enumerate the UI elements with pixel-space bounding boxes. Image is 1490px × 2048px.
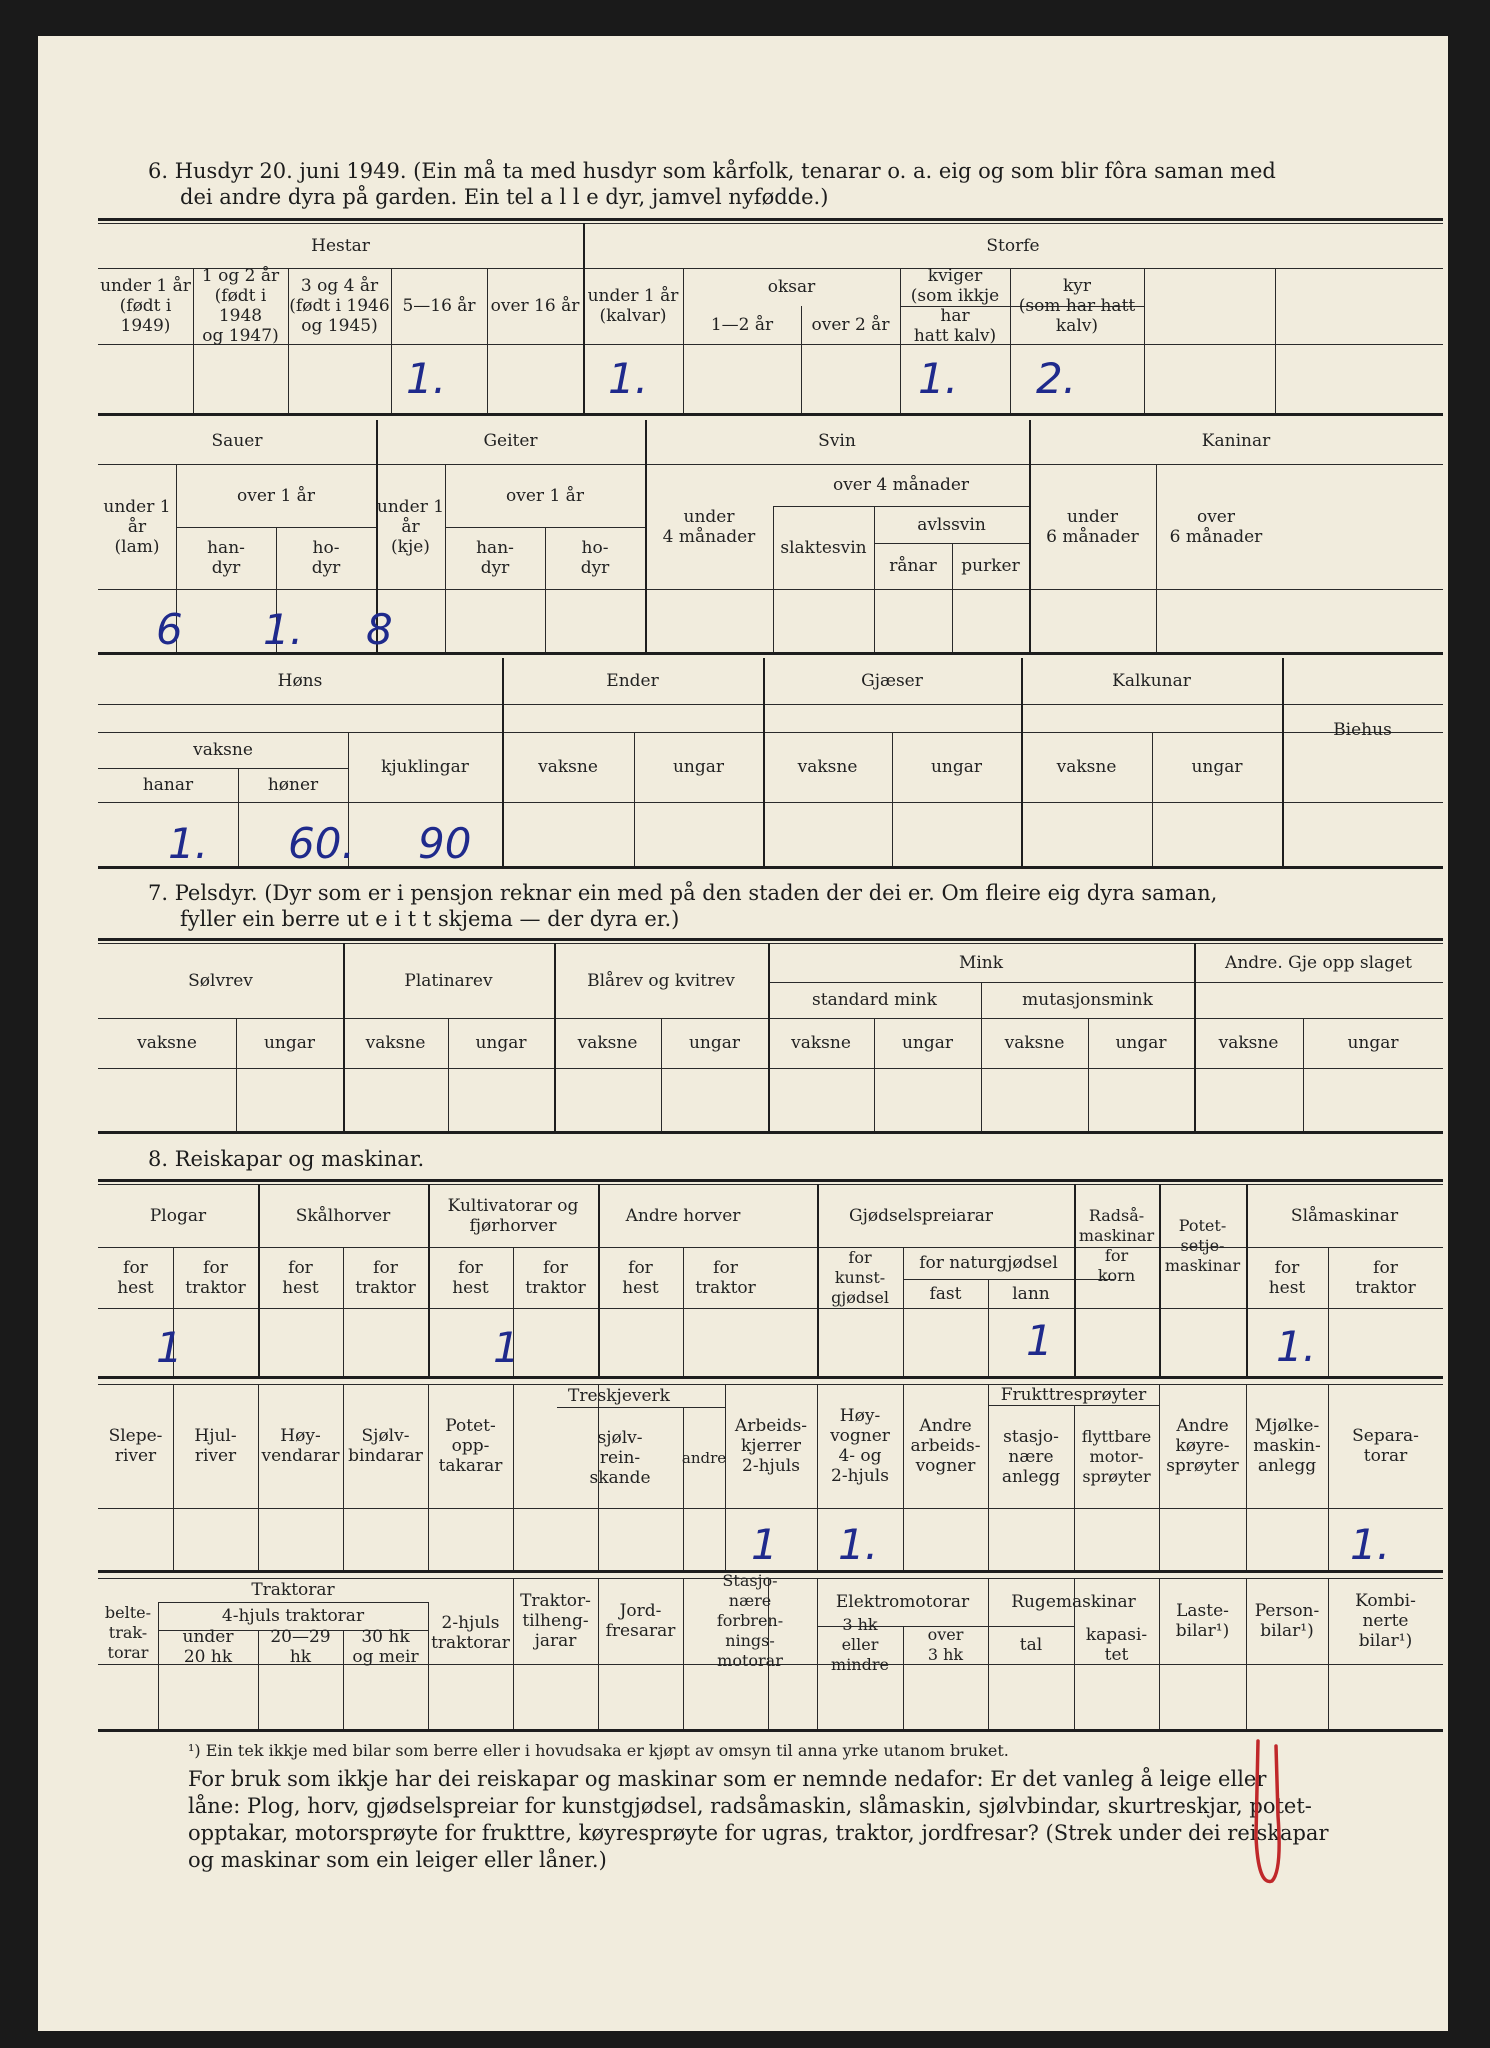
footnote: ¹) Ein tek ikkje med bilar som berre eller i hovudsaka er kjøpt av omsyn til anna yrke utanom bruket. xyxy=(188,1741,1009,1760)
rugemaskinar-tal: tal xyxy=(1019,1635,1043,1655)
traktor-under20hk: under 20 hk xyxy=(182,1627,234,1667)
section7-heading-line2: fyller ein berre ut e i t t skjema — der dyra er.) xyxy=(180,907,680,931)
kalkunar-ungar: ungar xyxy=(1191,757,1243,777)
hestar-col-5-16: 5—16 år xyxy=(402,296,476,316)
hjulriver-header: Hjul- river xyxy=(194,1426,237,1466)
personbilar-header: Person- bilar¹) xyxy=(1254,1601,1320,1641)
value-hanar: 1. xyxy=(168,819,209,868)
skalhorver-for-traktor: for traktor xyxy=(355,1257,416,1298)
value-hestar-5-16: 1. xyxy=(406,354,447,403)
sleperiver-header: Slepe- river xyxy=(108,1426,163,1466)
frukttresproyter-header: Frukttresprøyter xyxy=(1000,1385,1147,1405)
value-kyr: 2. xyxy=(1036,354,1077,403)
value-separatorar: 1. xyxy=(1350,1520,1391,1569)
geiter-hodyr: ho- dyr xyxy=(580,538,610,578)
kombinerte-bilar-header: Kombi- nerte bilar¹) xyxy=(1355,1591,1416,1651)
value-kalvar: 1. xyxy=(608,354,649,403)
hons-header: Høns xyxy=(277,671,323,691)
traktorar-header: Traktorar xyxy=(251,1580,335,1600)
storfe-col-oksar: oksar xyxy=(767,277,816,297)
lastebilar-header: Laste- bilar¹) xyxy=(1175,1601,1230,1641)
gjaeser-vaksne: vaksne xyxy=(797,757,858,777)
andre-horver-header: Andre horver xyxy=(625,1205,741,1226)
platinarev-vaksne: vaksne xyxy=(365,1033,426,1053)
value-kviger: 1. xyxy=(918,354,959,403)
svin-under4: under 4 månader xyxy=(662,506,756,547)
skalhorver-for-hest: for hest xyxy=(282,1257,319,1298)
tohjuls-traktorar-header: 2-hjuls traktorar xyxy=(431,1613,510,1653)
traktor-20-29hk: 20—29 hk xyxy=(270,1627,331,1667)
separatorar-header: Separa- torar xyxy=(1352,1426,1419,1466)
standard-mink-vaksne: vaksne xyxy=(791,1033,851,1053)
sauer-header: Sauer xyxy=(211,431,263,451)
ender-vaksne: vaksne xyxy=(538,757,598,777)
elektromotorar-header: Elektromotorar xyxy=(835,1592,970,1612)
gjodsel-lann: lann xyxy=(1012,1283,1050,1304)
rugemaskinar-kapasitet: kapasi- tet xyxy=(1085,1625,1148,1665)
value-slamaskin-for-hest: 1. xyxy=(1276,1322,1317,1371)
kultivatorar-header: Kultivatorar og fjørhorver xyxy=(447,1195,579,1236)
treskjeverk-sjolvreinskande: sjølv- rein- skande xyxy=(589,1427,651,1488)
mjolkemaskin-header: Mjølke- maskin- anlegg xyxy=(1253,1416,1321,1476)
final-para-line4: og maskinar som ein leiger eller låner.) xyxy=(188,1848,607,1872)
svin-avlssvin: avlssvin xyxy=(917,514,986,535)
traktortilhengjarar-header: Traktor- tilheng- jarar xyxy=(520,1591,591,1651)
value-sauer-hodyr: 8 xyxy=(366,605,393,654)
kaninar-under6: under 6 månader xyxy=(1046,506,1139,547)
andre-ungar: ungar xyxy=(1347,1033,1399,1053)
kultivatorar-for-traktor: for traktor xyxy=(525,1257,586,1298)
hons-honer: høner xyxy=(267,775,319,795)
mutasjonsmink-vaksne: vaksne xyxy=(1004,1033,1065,1053)
hoyvendarar-header: Høy- vendarar xyxy=(261,1426,340,1466)
red-pencil-mark xyxy=(1248,1736,1288,1906)
jordfresarar-header: Jord- fresarar xyxy=(605,1601,676,1641)
gjaeser-header: Gjæser xyxy=(861,671,923,691)
slamaskinar-for-traktor: for traktor xyxy=(1355,1257,1416,1298)
platinarev-ungar: ungar xyxy=(475,1033,527,1053)
stasjonaere-motorar-header: Stasjo- nære forbren- nings- motorar xyxy=(716,1571,784,1670)
gjaeser-ungar: ungar xyxy=(930,757,983,777)
andre-arbeidsvogner-header: Andre arbeids- vogner xyxy=(910,1416,981,1476)
sauer-under1: under 1 år (lam) xyxy=(103,496,171,557)
mutasjonsmink-ungar: ungar xyxy=(1115,1033,1167,1053)
plogar-header: Plogar xyxy=(149,1205,207,1226)
gjodsel-for-naturgjodsel: for naturgjødsel xyxy=(919,1253,1058,1273)
plogar-for-traktor: for traktor xyxy=(185,1257,246,1298)
final-para-line3: opptakar, motorsprøyte for frukttre, køyresprøyte for ugras, traktor, jordfresar? (Strek under dei reiskapar xyxy=(188,1821,1329,1845)
geiter-header: Geiter xyxy=(483,431,538,451)
census-form-page xyxy=(38,36,1448,2031)
mutasjonsmink: mutasjonsmink xyxy=(1022,990,1153,1010)
standard-mink: standard mink xyxy=(812,990,937,1010)
frukttre-stasjonaere: stasjo- nære anlegg xyxy=(1001,1426,1061,1487)
beltetraktorar-header: belte- trak- torar xyxy=(104,1603,152,1662)
solvrev-header: Sølvrev xyxy=(188,970,253,991)
value-arbeidskjerrer: 1 xyxy=(751,1520,778,1569)
andre-pelsdyr-header: Andre. Gje opp slaget xyxy=(1225,952,1412,973)
ender-header: Ender xyxy=(606,671,659,691)
hons-vaksne: vaksne xyxy=(193,740,253,760)
blarev-vaksne: vaksne xyxy=(577,1033,638,1053)
svin-over4: over 4 månader xyxy=(832,475,970,495)
section6-heading-line1: 6. Husdyr 20. juni 1949. (Ein må ta med husdyr som kårfolk, tenarar o. a. eig og som blir fôra saman med xyxy=(148,159,1276,183)
elektromotor-over3hk: over 3 hk xyxy=(927,1625,964,1664)
storfe-col-kalvar: under 1 år (kalvar) xyxy=(587,286,679,326)
arbeidskjerrer-header: Arbeids- kjerrer 2-hjuls xyxy=(734,1416,808,1476)
kaninar-over6: over 6 månader xyxy=(1169,506,1263,547)
solvrev-ungar: ungar xyxy=(263,1033,316,1053)
skalhorver-header: Skålhorver xyxy=(295,1205,391,1226)
hestar-col-3-4: 3 og 4 år (født i 1946 og 1945) xyxy=(289,276,390,336)
kaninar-header: Kaninar xyxy=(1201,431,1271,451)
sauer-hodyr: ho- dyr xyxy=(311,538,341,578)
hons-hanar: hanar xyxy=(142,775,194,795)
radsamaskinar-header: Radså- maskinar for korn xyxy=(1078,1206,1155,1285)
oksar-over2: over 2 år xyxy=(811,315,890,335)
value-honer: 60. xyxy=(288,819,355,868)
value-gjodsel-lann: 1 xyxy=(1026,1316,1053,1365)
storfe-col-kyr: kyr (som har hatt kalv) xyxy=(1018,276,1136,336)
oksar-1-2: 1—2 år xyxy=(710,315,774,335)
platinarev-header: Platinarev xyxy=(404,970,493,991)
solvrev-vaksne: vaksne xyxy=(137,1033,197,1053)
final-para-line2: låne: Plog, horv, gjødselspreiar for kunstgjødsel, radsåmaskin, slåmaskin, sjølvbindar, skurtreskjar, potet- xyxy=(188,1794,1312,1818)
kalkunar-vaksne: vaksne xyxy=(1056,757,1117,777)
andre-horver-for-traktor: for traktor xyxy=(695,1257,756,1298)
gjodsel-fast: fast xyxy=(929,1283,962,1304)
treskjeverk-header: Treskjeverk xyxy=(568,1386,670,1406)
value-lam: 6 xyxy=(156,605,183,654)
frukttre-flyttbare: flyttbare motor- sprøyter xyxy=(1081,1426,1152,1486)
gjodselspreiarar-header: Gjødselspreiarar xyxy=(849,1205,993,1226)
andre-horver-for-hest: for hest xyxy=(622,1257,659,1298)
koyresproyter-header: Andre køyre- sprøyter xyxy=(1166,1416,1239,1476)
sjolvbindarar-header: Sjølv- bindarar xyxy=(348,1426,423,1466)
hestar-col-over16: over 16 år xyxy=(490,296,580,316)
mink-header: Mink xyxy=(958,952,1004,973)
geiter-handyr: han- dyr xyxy=(476,538,514,578)
standard-mink-ungar: ungar xyxy=(901,1033,954,1053)
value-plog-for-hest: 1 xyxy=(156,1323,183,1372)
hestar-header: Hestar xyxy=(311,236,370,256)
geiter-over1: over 1 år xyxy=(506,485,584,506)
svin-slaktesvin: slaktesvin xyxy=(780,537,867,558)
hestar-col-under1: under 1 år (født i 1949) xyxy=(100,276,191,336)
storfe-header: Storfe xyxy=(986,236,1040,256)
biehus-header: Biehus xyxy=(1333,720,1392,740)
geiter-under1: under 1 år (kje) xyxy=(376,496,445,557)
potetsetjemaskinar-header: Potet- setje- maskinar xyxy=(1164,1216,1241,1275)
blarev-ungar: ungar xyxy=(688,1033,741,1053)
section7-heading-line1: 7. Pelsdyr. (Dyr som er i pensjon reknar ein med på den staden der dei er. Om fleire eig dyra saman, xyxy=(148,881,1218,905)
plogar-for-hest: for hest xyxy=(117,1257,154,1298)
value-hoyvogner: 1. xyxy=(838,1520,879,1569)
sauer-handyr: han- dyr xyxy=(207,538,245,578)
andre-vaksne: vaksne xyxy=(1218,1033,1279,1053)
traktor-30hk: 30 hk og meir xyxy=(352,1627,419,1667)
hoyvogner-header: Høy- vogner 4- og 2-hjuls xyxy=(830,1406,890,1486)
value-kjuklingar: 90 xyxy=(418,819,472,868)
kultivatorar-for-hest: for hest xyxy=(452,1257,489,1298)
section6-heading-line2: dei andre dyra på garden. Ein tel a l l e dyr, jamvel nyfødde.) xyxy=(180,185,829,209)
storfe-col-kviger: kviger (som ikkje har hatt kalv) xyxy=(910,266,1000,346)
sauer-over1: over 1 år xyxy=(237,485,315,506)
blarev-header: Blårev og kvitrev xyxy=(587,970,735,991)
firehjuls-traktorar-header: 4-hjuls traktorar xyxy=(221,1606,365,1626)
final-para-line1: For bruk som ikkje har dei reiskapar og maskinar som er nemnde nedafor: Er det vanleg å leige eller xyxy=(188,1767,1267,1791)
value-kultivator-for-hest: 1 xyxy=(493,1323,520,1372)
gjodsel-for-kunstgjodsel: for kunst- gjødsel xyxy=(831,1247,889,1307)
elektromotor-3hk: 3 hk eller mindre xyxy=(831,1615,889,1674)
rugemaskinar-header: Rugemaskinar xyxy=(1011,1592,1136,1612)
section8-heading: 8. Reiskapar og maskinar. xyxy=(148,1147,425,1171)
hestar-col-1-2: 1 og 2 år (født i 1948 og 1947) xyxy=(201,266,280,346)
treskjeverk-andre: andre xyxy=(681,1448,727,1467)
slamaskinar-for-hest: for hest xyxy=(1268,1257,1306,1298)
svin-header: Svin xyxy=(818,431,856,451)
slamaskinar-header: Slåmaskinar xyxy=(1290,1205,1399,1226)
value-sauer-handyr: 1. xyxy=(263,605,304,654)
ender-ungar: ungar xyxy=(672,757,725,777)
kalkunar-header: Kalkunar xyxy=(1112,671,1191,691)
potetopptakarar-header: Potet- opp- takarar xyxy=(438,1416,503,1476)
hons-kjuklingar: kjuklingar xyxy=(381,757,469,777)
svin-ranar: rånar xyxy=(889,556,937,576)
svin-purker: purker xyxy=(961,556,1020,576)
